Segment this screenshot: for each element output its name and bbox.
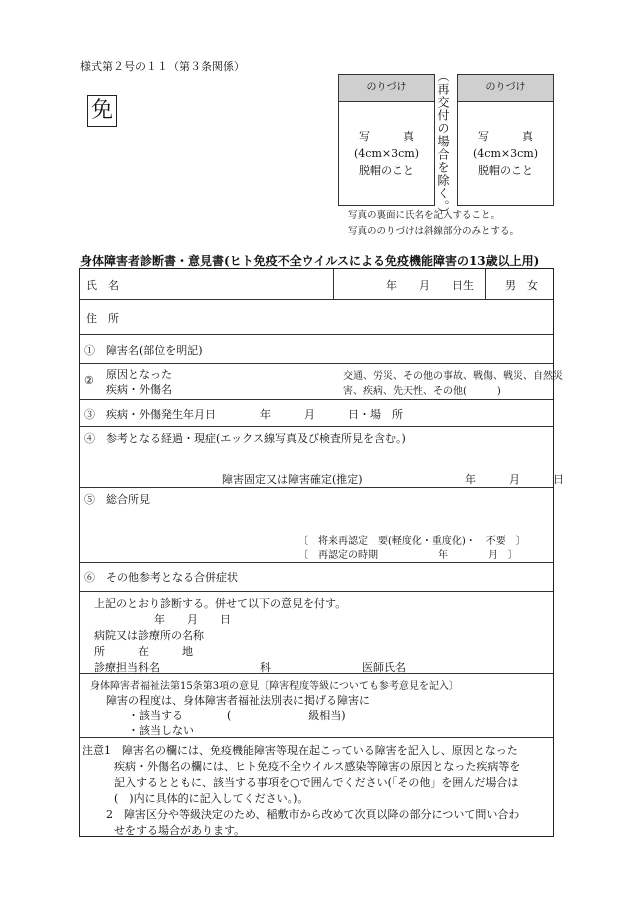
address-row	[80, 300, 553, 335]
cause-label-1: 原因となった	[106, 368, 172, 381]
address-label: 住 所	[86, 312, 119, 325]
complications-row	[80, 563, 553, 592]
onset-label: ③ 疾病・外傷発生年月日 年 月 日・場 所	[84, 408, 403, 421]
glue-label: のりづけ	[339, 75, 434, 102]
department-suffix: 科	[260, 661, 271, 674]
fixed-date-label: 障害固定又は障害確定(推定)	[222, 473, 363, 486]
photo-label: 写 真	[359, 130, 414, 143]
photo-box-left	[338, 74, 435, 206]
opinion-line: 障害の程度は、身体障害者福祉法別表に掲げる障害に	[106, 694, 370, 707]
hospital-label: 病院又は診療所の名称	[94, 629, 204, 642]
photo-note-1: 写真の裏面に氏名を記入すること。	[348, 210, 501, 221]
disability-label: ① 障害名(部位を明記)	[84, 344, 203, 357]
department-label: 診療担当科名	[94, 661, 160, 674]
note-line: 疾病・外傷名の欄には、ヒト免疫不全ウイルス感染等障害の原因となった疾病等を	[114, 760, 521, 773]
disability-row	[80, 335, 553, 364]
location-label: 所 在 地	[94, 645, 193, 658]
stamp-mark: 免	[87, 95, 117, 127]
note-line: せをする場合があります。	[114, 824, 246, 837]
cause-number: ②	[84, 374, 94, 387]
form-title: 身体障害者診断書・意見書(ヒト免疫不全ウイルスによる免疫機能障害の13歳以上用)	[80, 254, 540, 268]
cause-options-1: 交通、労災、その他の事故、戦傷、戦災、自然災	[343, 371, 563, 382]
cause-options-2: 害、疾病、先天性、その他( )	[343, 386, 501, 397]
photo-hat-note: 脱帽のこと	[359, 164, 414, 177]
onset-row	[80, 400, 553, 427]
photo-label: 写 真	[478, 130, 533, 143]
recert-2: 〔 再認定の時期 年 月 〕	[298, 550, 518, 561]
name-row	[80, 269, 553, 300]
opinion-row	[80, 674, 553, 738]
reissue-note: （再交付の場合を除く。）	[436, 70, 450, 220]
note-line: ( )内に具体的に記入してください。)。	[114, 792, 309, 805]
form-table	[79, 268, 564, 837]
diagnosis-row	[80, 592, 553, 674]
photo-note-2: 写真ののりづけは斜線部分のみとする。	[348, 226, 520, 237]
findings-row	[80, 488, 553, 563]
history-label: ④ 参考となる経過・現症(エックス線写真及び検査所見を含む。)	[84, 432, 406, 445]
note-line: 2 障害区分や等級決定のため、稲敷市から改めて次頁以降の部分について問い合わ	[106, 808, 520, 821]
notes-row	[80, 738, 553, 836]
gender-field: 男 女	[505, 279, 538, 292]
cause-row	[80, 364, 563, 400]
photo-hat-note: 脱帽のこと	[478, 164, 533, 177]
complications-label: ⑥ その他参考となる合併症状	[84, 571, 238, 584]
recert-1: 〔 将来再認定 要(軽度化・重度化)・ 不要 〕	[298, 536, 526, 547]
doctor-label: 医師氏名	[362, 661, 406, 674]
dob-field: 年 月 日生	[386, 279, 474, 292]
cause-label-2: 疾病・外傷名	[106, 383, 172, 396]
applicable-option: ・該当する ( 級相当)	[128, 709, 346, 722]
note-line: 注意1 障害名の欄には、免疫機能障害等現在起こっている障害を記入し、原因となった	[82, 744, 518, 757]
fixed-date: 年 月 日	[465, 473, 564, 486]
name-label: 氏 名	[86, 279, 119, 292]
history-row	[80, 427, 564, 488]
not-applicable-option: ・該当しない	[128, 724, 194, 737]
diagnosis-statement: 上記のとおり診断する。併せて以下の意見を付す。	[94, 597, 347, 610]
photo-size: (4cm×3cm)	[354, 147, 419, 160]
diagnosis-date: 年 月 日	[154, 613, 231, 626]
glue-label: のりづけ	[458, 75, 553, 102]
opinion-title: 身体障害者福祉法第15条第3項の意見〔障害程度等級についても参考意見を記入〕	[90, 681, 459, 692]
findings-label: ⑤ 総合所見	[84, 493, 150, 506]
note-line: 記入するとともに、該当する事項を○で囲んでください(「その他」を囲んだ場合は	[114, 776, 519, 789]
photo-box-right	[457, 74, 554, 206]
form-number: 様式第２号の１１（第３条関係）	[80, 60, 245, 73]
photo-size: (4cm×3cm)	[473, 147, 538, 160]
